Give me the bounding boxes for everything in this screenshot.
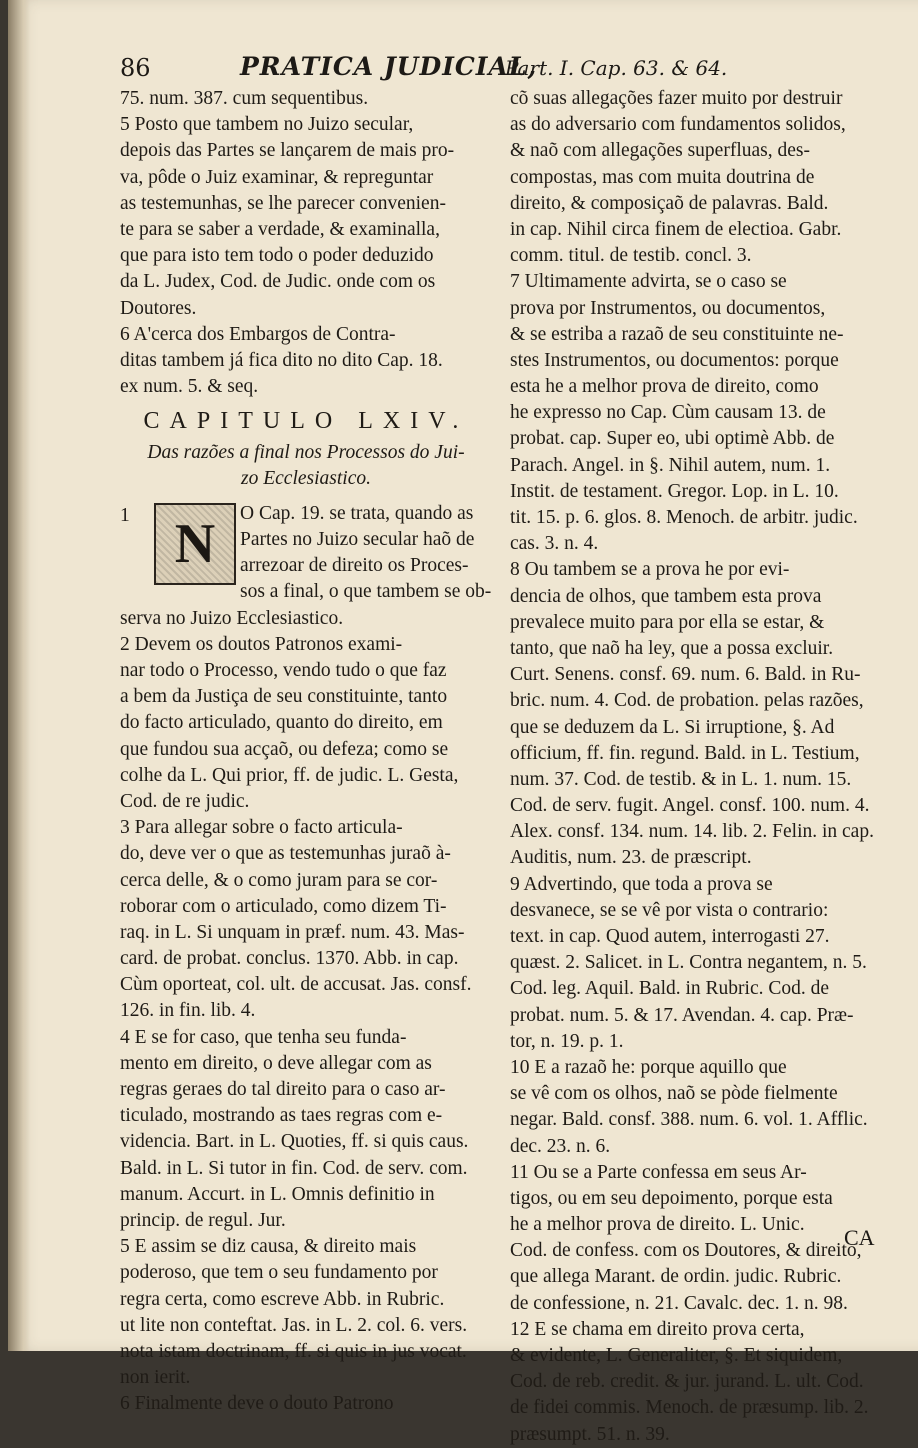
dropcap-paragraph — [120, 501, 492, 658]
text-line: Instit. de testament. Gregor. Lop. in L. 10. — [510, 480, 839, 502]
text-line: stes Instrumentos, ou documentos: porque — [510, 349, 839, 371]
book-page — [8, 0, 918, 1445]
text-line: Auditis, num. 23. de præscript. — [510, 847, 752, 869]
text-line: 2 Devem os doutos Patronos exami- — [120, 633, 403, 655]
text-line: Cod. de reb. credit. & jur. jurand. L. ult. Cod. — [510, 1371, 864, 1393]
page-number: 86 — [120, 54, 151, 82]
text-line: 9 Advertindo, que toda a prova se — [510, 873, 773, 895]
right-column — [510, 86, 888, 1448]
text-line: 6 Finalmente deve o douto Patrono — [120, 1393, 394, 1415]
text-line: 12 E se chama em direito prova certa, — [510, 1318, 805, 1340]
text-line: 7 Ultimamente advirta, se o caso se — [510, 271, 787, 293]
text-line: que fundou sua acçaõ, ou defeza; como se — [120, 738, 449, 760]
text-line: 4 E se for caso, que tenha seu funda- — [120, 1026, 407, 1048]
text-line: & se estriba a razaõ de seu constituinte ne- — [510, 323, 844, 345]
text-line: va, pôde o Juiz examinar, & repreguntar — [120, 166, 434, 188]
binding-gutter — [8, 0, 30, 1351]
text-line: dec. 23. n. 6. — [510, 1135, 611, 1157]
text-line: de fidei commis. Menoch. de præsump. lib. 2. — [510, 1397, 869, 1419]
text-line: depois das Partes se lançarem de mais pro- — [120, 140, 455, 162]
text-line: prova por Instrumentos, ou documentos, — [510, 297, 826, 319]
text-line: 5 Posto que tambem no Juizo secular, — [120, 114, 414, 136]
left-column — [120, 86, 492, 1417]
text-line: card. de probat. conclus. 1370. Abb. in cap. — [120, 948, 459, 970]
text-line: tit. 15. p. 6. glos. 8. Menoch. de arbitr. judic. — [510, 507, 858, 528]
text-line: ticulado, mostrando as taes regras com e- — [120, 1105, 443, 1127]
text-line: roborar com o articulado, como dizem Ti- — [120, 895, 447, 917]
text-line: cerca delle, & o como juram para se cor- — [120, 869, 438, 891]
text-line: 8 Ou tambem se a prova he por evi- — [510, 559, 790, 581]
text-line: ut lite non conteftat. Jas. in L. 2. col. 6. vers. — [120, 1314, 468, 1336]
text-line: officium, ff. fin. regund. Bald. in L. Testium, — [510, 742, 860, 764]
text-line: Parach. Angel. in §. Nihil autem, num. 1. — [510, 454, 831, 476]
text-line: desvanece, se se vê por vista o contrario: — [510, 899, 829, 921]
text-line: bric. num. 4. Cod. de probation. pelas razões, — [510, 690, 864, 712]
dropcap-line: sos a final, o que tambem se ob- — [240, 580, 492, 602]
running-part: Part. I. Cap. 63. & 64. — [505, 56, 728, 80]
text-line: dencia de olhos, que tambem esta prova — [510, 585, 822, 607]
text-line: & naõ com allegações superfluas, des- — [510, 140, 810, 162]
text-line: raq. in L. Si unquam in præf. num. 43. Mas- — [120, 921, 465, 943]
text-line: princip. de regul. Jur. — [120, 1209, 286, 1231]
text-line: Cod. de confess. com os Doutores, & direito, — [510, 1240, 862, 1262]
text-line: & evidente, L. Generaliter, §. Et siquidem, — [510, 1345, 843, 1366]
text-line: nar todo o Processo, vendo tudo o que faz — [120, 660, 447, 681]
decorated-initial — [154, 503, 236, 585]
chapter-subtitle-line-1: Das razões a final nos Processos do Jui- — [147, 442, 465, 464]
text-line: as do adversario com fundamentos solidos, — [510, 114, 846, 136]
text-line: probat. num. 5. & 17. Avendan. 4. cap. Præ- — [510, 1004, 854, 1026]
text-line: prevalece muito para por ella se estar, & — [510, 611, 825, 633]
text-line: quæst. 2. Salicet. in L. Contra negantem, n. 5. — [510, 952, 867, 974]
text-line: as testemunhas, se lhe parecer convenien- — [120, 192, 446, 214]
running-header — [120, 48, 858, 88]
chapter-subtitle-line-2: zo Ecclesiastico. — [241, 468, 371, 490]
text-line: videncia. Bart. in L. Quoties, ff. si quis caus. — [120, 1131, 469, 1153]
text-line: Bald. in L. Si tutor in fin. Cod. de serv. com. — [120, 1157, 468, 1179]
text-line: 11 Ou se a Parte confessa em seus Ar- — [510, 1161, 807, 1183]
text-line: comm. titul. de testib. concl. 3. — [510, 245, 752, 267]
text-line: do, deve ver o que as testemunhas juraõ à- — [120, 843, 451, 865]
text-line: compostas, mas com muita doutrina de — [510, 166, 815, 188]
dropcap-line: arrezoar de direito os Proces- — [240, 554, 469, 576]
text-line: negar. Bald. consf. 388. num. 6. vol. 1. Afflic. — [510, 1109, 868, 1131]
text-line: mento em direito, o deve allegar com as — [120, 1052, 432, 1074]
text-line: in cap. Nihil circa finem de electioa. Gabr. — [510, 218, 842, 240]
text-line: poderoso, que tem o seu fundamento por — [120, 1262, 438, 1284]
text-line: que para isto tem todo o poder deduzido — [120, 245, 434, 267]
text-line: esta he a melhor prova de direito, como — [510, 376, 819, 398]
text-line: nota istam doctrinam, ff. si quis in jus vocat. — [120, 1340, 467, 1362]
text-line: Doutores. — [120, 297, 197, 319]
text-line: tanto, que naõ ha ley, que a possa excluir. — [510, 637, 834, 659]
text-line: cõ suas allegações fazer muito por destruir — [510, 88, 843, 109]
right-text-block — [510, 86, 888, 1448]
text-line: probat. cap. Super eo, ubi optimè Abb. de — [510, 428, 835, 450]
catchword: CA — [844, 1225, 875, 1250]
text-line: Curt. Senens. consf. 69. num. 6. Bald. in Ru- — [510, 664, 861, 686]
left-text-block-a — [120, 86, 492, 400]
chapter-title: CAPITULO LXIV. — [143, 408, 469, 435]
text-line: a bem da Justiça de seu constituinte, tanto — [120, 686, 448, 708]
text-line: regra certa, como escreve Abb. in Rubric. — [120, 1288, 445, 1310]
text-line: manum. Accurt. in L. Omnis definitio in — [120, 1183, 435, 1205]
text-line: num. 37. Cod. de testib. & in L. 1. num. 15. — [510, 768, 852, 790]
text-line: da L. Judex, Cod. de Judic. onde com os — [120, 271, 436, 293]
text-line: non ierit. — [120, 1367, 191, 1389]
text-line: text. in cap. Quod autem, interrogasti 27. — [510, 926, 830, 947]
text-line: serva no Juizo Ecclesiastico. — [120, 607, 344, 629]
text-line: 3 Para allegar sobre o facto articula- — [120, 817, 403, 839]
text-line: Alex. consf. 134. num. 14. lib. 2. Felin. in cap. — [510, 821, 874, 843]
text-line: Cod. de serv. fugit. Angel. consf. 100. num. 4. — [510, 795, 870, 817]
dropcap-line: O Cap. 19. se trata, quando as — [240, 502, 474, 524]
text-line: que se deduzem da L. Si irruptione, §. Ad — [510, 716, 835, 738]
text-line: te para se saber a verdade, & examinalla, — [120, 218, 440, 240]
text-line: cas. 3. n. 4. — [510, 533, 599, 555]
text-line: direito, & composiçaõ de palavras. Bald. — [510, 192, 829, 214]
initial-letter: N — [174, 512, 216, 575]
text-line: regras geraes do tal direito para o caso ar- — [120, 1079, 446, 1100]
text-line: ditas tambem já fica dito no dito Cap. 18. — [120, 349, 443, 371]
text-line: tigos, ou em seu depoimento, porque esta — [510, 1187, 833, 1209]
text-line: 75. num. 387. cum sequentibus. — [120, 88, 369, 109]
dropcap-line: Partes no Juizo secular haõ de — [240, 528, 475, 550]
text-line: he a melhor prova de direito. L. Unic. — [510, 1214, 805, 1236]
text-line: de confessione, n. 21. Cavalc. dec. 1. n. 98. — [510, 1292, 848, 1314]
text-line: 10 E a razaõ he: porque aquillo que — [510, 1056, 787, 1078]
running-title: PRATICA JUDICIAL, — [240, 52, 538, 81]
text-line: 6 A'cerca dos Embargos de Contra- — [120, 323, 396, 345]
paragraph-number: 1 — [120, 504, 130, 526]
text-line: Cod. de re judic. — [120, 790, 250, 812]
text-line: que allega Marant. de ordin. judic. Rubric. — [510, 1266, 842, 1288]
text-line: tor, n. 19. p. 1. — [510, 1030, 624, 1052]
left-text-block-b — [120, 606, 492, 1418]
text-line: præsumpt. 51. n. 39. — [510, 1423, 670, 1445]
text-line: Cùm oporteat, col. ult. de accusat. Jas. consf. — [120, 974, 472, 996]
text-line: 126. in fin. lib. 4. — [120, 1000, 256, 1022]
text-line: do facto articulado, quanto do direito, em — [120, 712, 443, 734]
text-line: he expresso no Cap. Cùm causam 13. de — [510, 402, 826, 424]
text-line: Cod. leg. Aquil. Bald. in Rubric. Cod. de — [510, 978, 830, 1000]
text-line: 5 E assim se diz causa, & direito mais — [120, 1236, 417, 1258]
text-line: ex num. 5. & seq. — [120, 376, 259, 398]
text-line: se vê com os olhos, naõ se pòde fielmente — [510, 1083, 838, 1105]
text-line: colhe da L. Qui prior, ff. de judic. L. Gesta, — [120, 764, 459, 786]
